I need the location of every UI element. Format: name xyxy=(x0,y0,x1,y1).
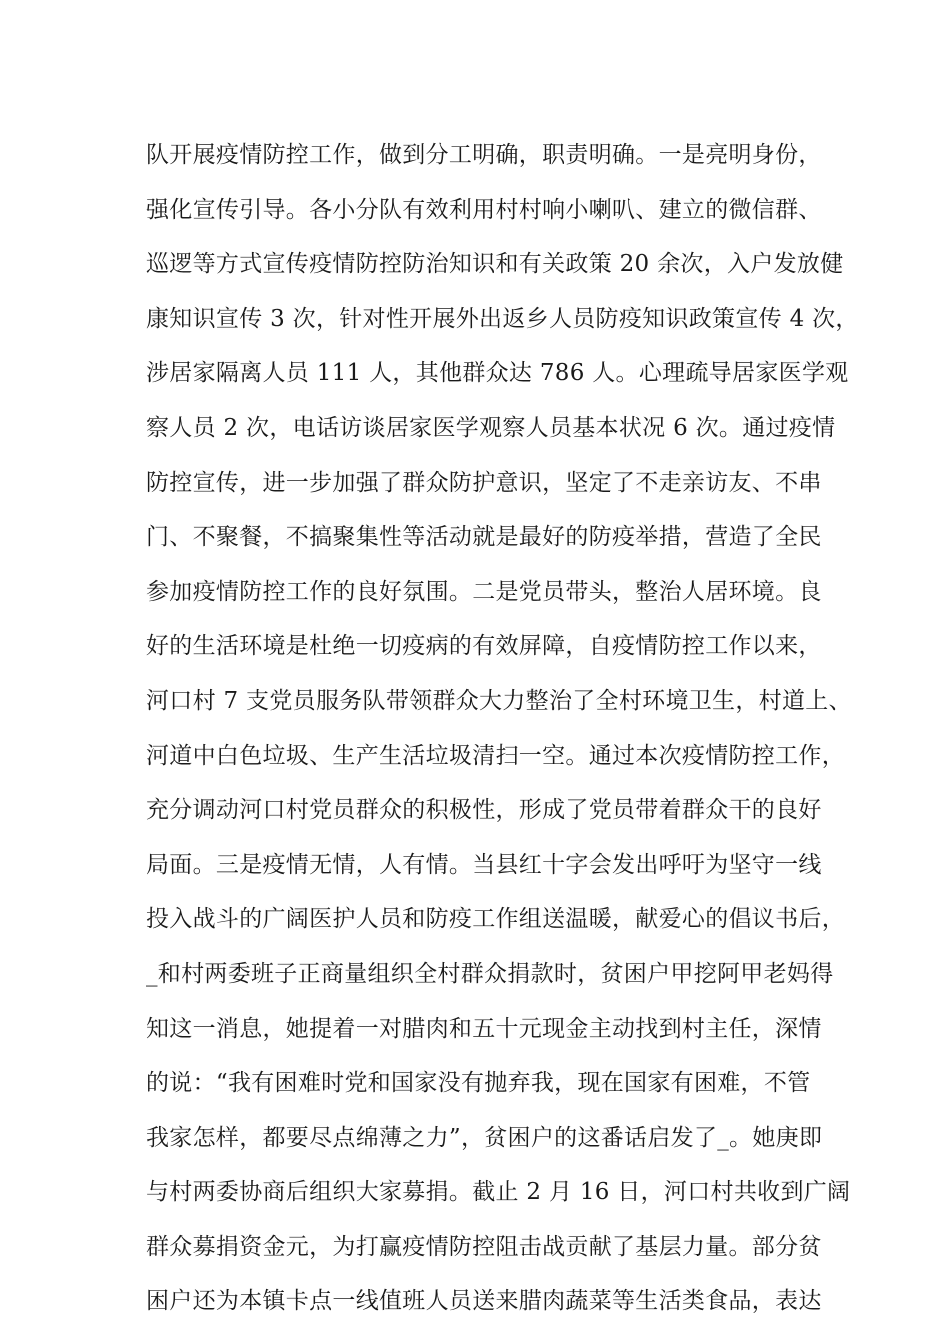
text-line: 群众募捐资金元，为打赢疫情防控阻击战贡献了基层力量。部分贫 xyxy=(146,1233,822,1260)
text-line: 参加疫情防控工作的良好氛围。二是党员带头，整治人居环境。良 xyxy=(146,578,822,605)
text-line: 我家怎样，都要尽点绵薄之力”，贫困户的这番话启发了_。她庚即 xyxy=(146,1124,823,1151)
text-line: 充分调动河口村党员群众的积极性，形成了党员带着群众干的良好 xyxy=(146,797,822,824)
text-line: 局面。三是疫情无情，人有情。当县红十字会发出呼吁为坚守一线 xyxy=(146,851,822,878)
text-line: 好的生活环境是杜绝一切疫病的有效屏障，自疫情防控工作以来， xyxy=(146,633,822,660)
text-line: 门、不聚餐，不搞聚集性等活动就是最好的防疫举措，营造了全民 xyxy=(146,524,822,551)
text-line: 涉居家隔离人员 111 人，其他群众达 786 人。心理疏导居家医学观 xyxy=(146,360,849,387)
text-line: 困户还为本镇卡点一线值班人员送来腊肉蔬菜等生活类食品，表达 xyxy=(146,1288,822,1315)
text-line: 河口村 7 支党员服务队带领群众大力整治了全村环境卫生，村道上、 xyxy=(146,687,852,714)
text-line: 察人员 2 次，电话访谈居家医学观察人员基本状况 6 次。通过疫情 xyxy=(146,414,836,441)
text-line: 强化宣传引导。各小分队有效利用村村响小喇叭、建立的微信群、 xyxy=(146,196,822,223)
text-line: 投入战斗的广阔医护人员和防疫工作组送温暖，献爱心的倡议书后， xyxy=(146,906,845,933)
text-line: 的说：“我有困难时党和国家没有抛弃我，现在国家有困难，不管 xyxy=(146,1070,811,1097)
text-line: _和村两委班子正商量组织全村群众捐款时，贫困户甲挖阿甲老妈得 xyxy=(146,960,834,987)
text-line: 防控宣传，进一步加强了群众防护意识，坚定了不走亲访友、不串 xyxy=(146,469,822,496)
body-paragraph xyxy=(146,128,859,1329)
text-line: 康知识宣传 3 次，针对性开展外出返乡人员防疫知识政策宣传 4 次， xyxy=(146,305,859,332)
text-line: 队开展疫情防控工作，做到分工明确，职责明确。一是亮明身份， xyxy=(146,142,822,168)
text-line: 与村两委协商后组织大家募捐。截止 2 月 16 日，河口村共收到广阔 xyxy=(146,1179,851,1206)
text-line: 巡逻等方式宣传疫情防控防治知识和有关政策 20 余次，入户发放健 xyxy=(146,251,844,278)
text-line: 河道中白色垃圾、生产生活垃圾清扫一空。通过本次疫情防控工作， xyxy=(146,742,845,769)
text-line: 知这一消息，她提着一对腊肉和五十元现金主动找到村主任，深情 xyxy=(146,1015,822,1042)
